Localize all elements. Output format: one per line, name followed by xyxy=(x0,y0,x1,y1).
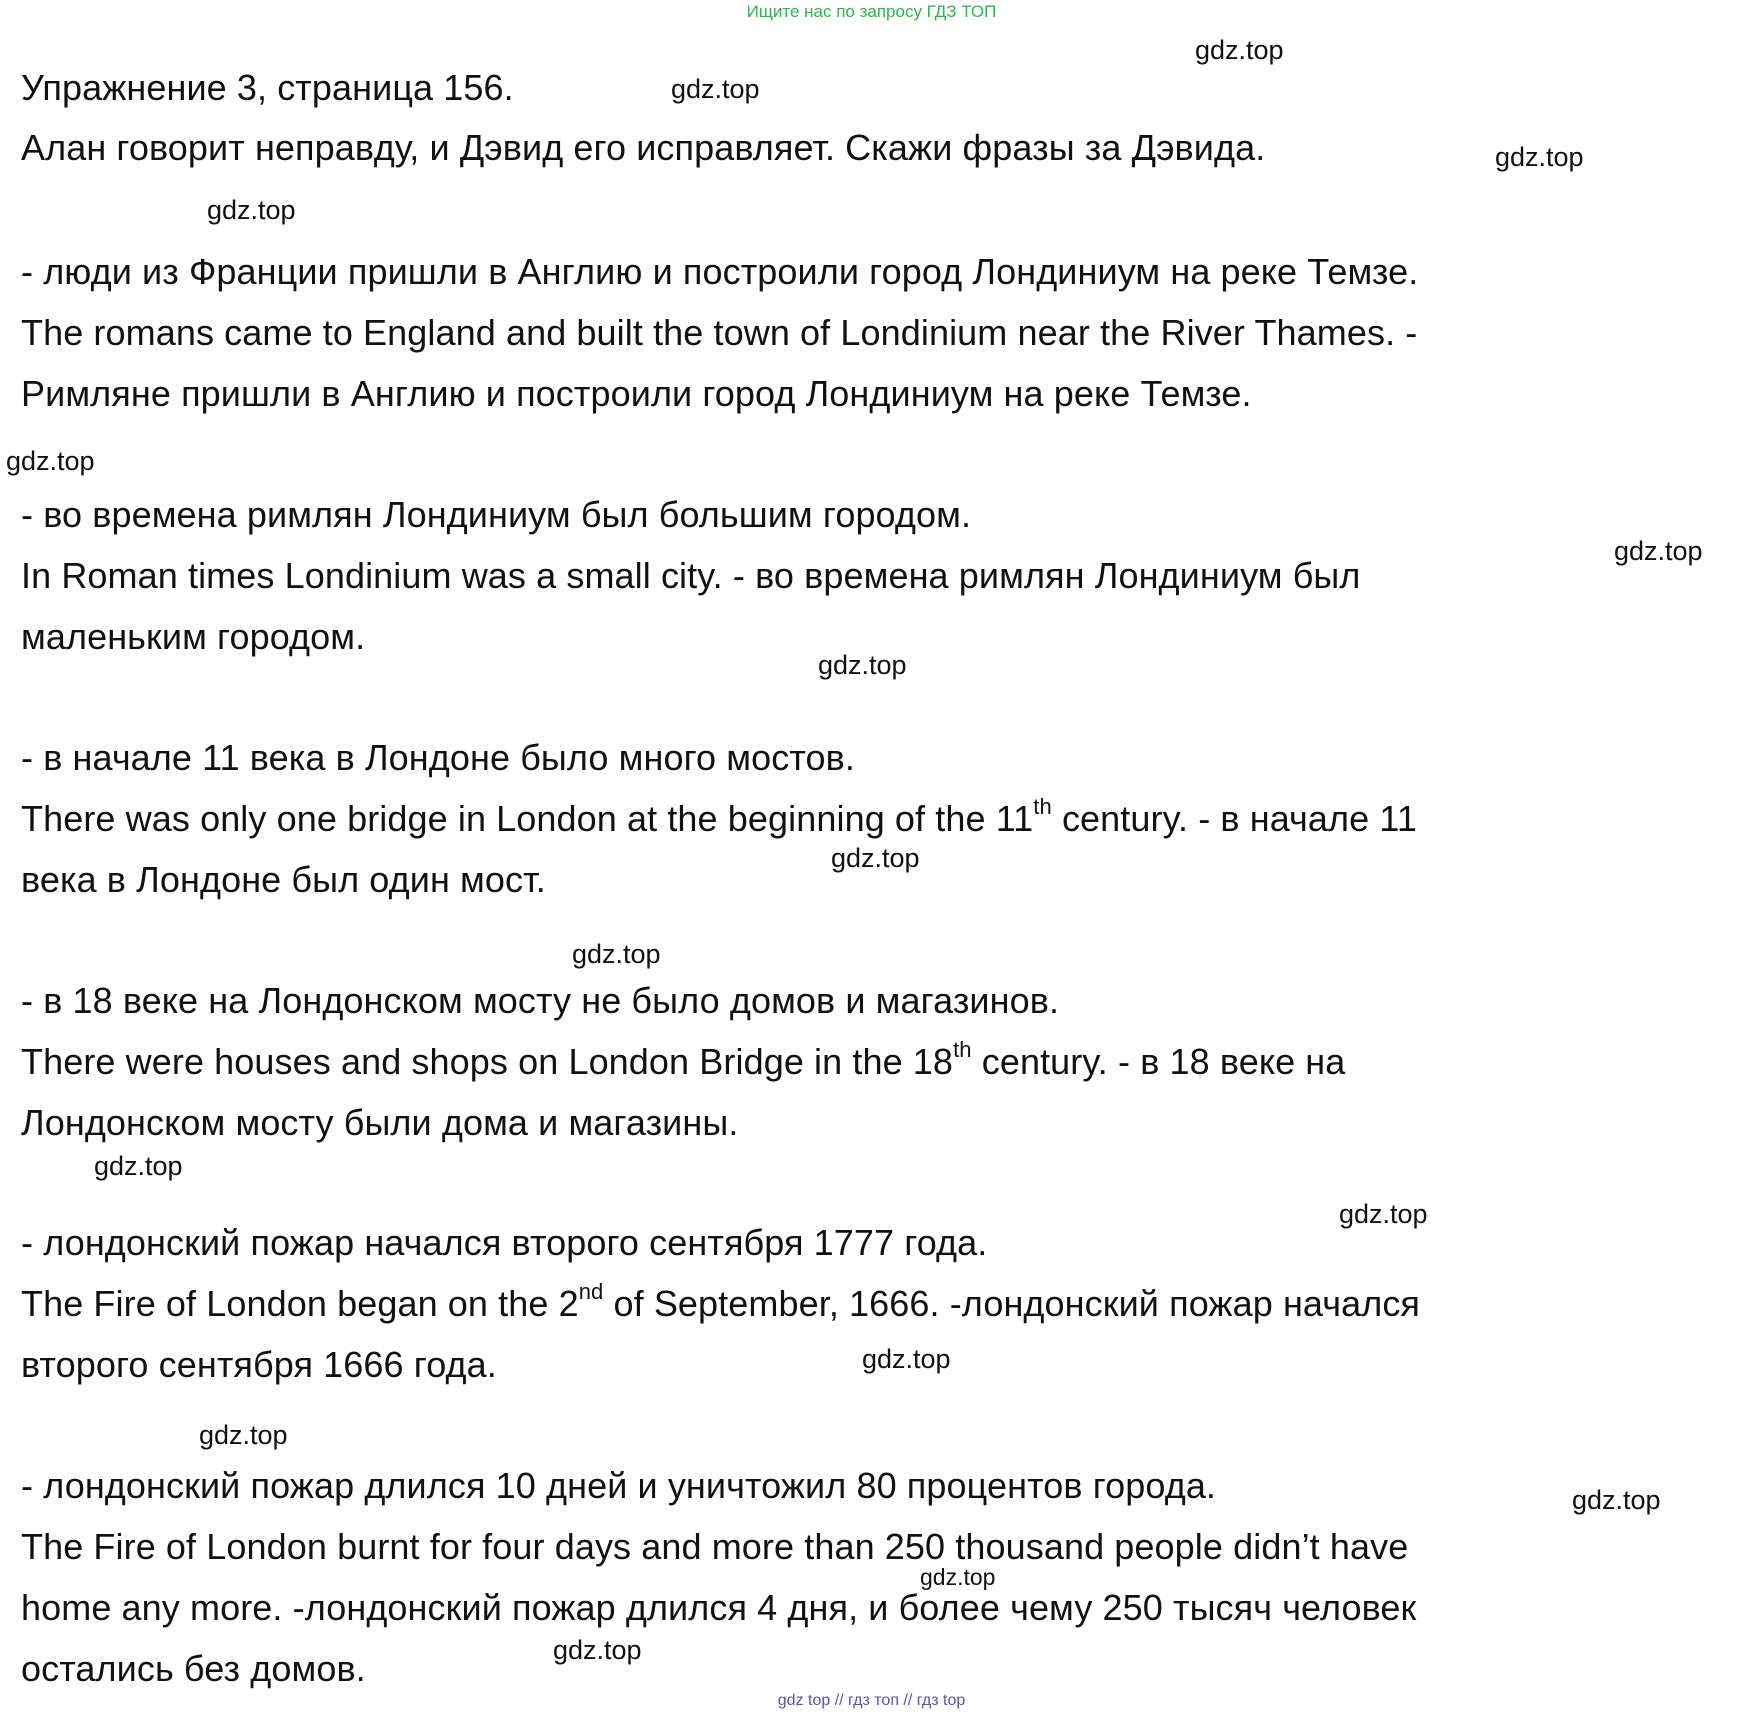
item-3-answer-line1 xyxy=(21,794,1417,840)
item-5-answer-text-a: The Fire of London began on the 2 xyxy=(21,1283,579,1324)
watermark: gdz.top xyxy=(6,446,95,476)
watermark: gdz.top xyxy=(818,650,907,680)
item-1-prompt: - люди из Франции пришли в Англию и построили город Лондиниум на реке Темзе. xyxy=(21,251,1419,292)
item-5-answer-line2: второго сентября 1666 года. xyxy=(21,1344,497,1385)
exercise-instruction: Алан говорит неправду, и Дэвид его исправляет. Скажи фразы за Дэвида. xyxy=(21,127,1266,168)
item-2-answer-line1: In Roman times Londinium was a small city. - во времена римлян Лондиниум был xyxy=(21,555,1361,596)
item-4-answer-line2: Лондонском мосту были дома и магазины. xyxy=(21,1102,739,1143)
item-3-answer-superscript: th xyxy=(1033,794,1052,819)
top-banner: Ищите нас по запросу ГДЗ ТОП xyxy=(746,2,997,21)
exercise-title: Упражнение 3, страница 156. xyxy=(21,67,514,108)
item-3-prompt: - в начале 11 века в Лондоне было много мостов. xyxy=(21,737,855,778)
item-1-answer-line2: Римляне пришли в Англию и построили город Лондиниум на реке Темзе. xyxy=(21,373,1252,414)
item-3-answer-text-a: There was only one bridge in London at the beginning of the 11 xyxy=(21,798,1034,839)
watermark: gdz.top xyxy=(862,1344,951,1374)
item-6-answer-line2: home any more. -лондонский пожар длился 4 дня, и более чему 250 тысяч человек xyxy=(21,1587,1417,1628)
watermark: gdz.top xyxy=(1572,1485,1661,1515)
item-2-answer-line2: маленьким городом. xyxy=(21,616,366,657)
watermark: gdz.top xyxy=(920,1564,996,1590)
item-1-answer-line1: The romans came to England and built the town of Londinium near the River Thames. - xyxy=(21,312,1418,353)
watermark: gdz.top xyxy=(553,1635,642,1665)
item-5-prompt: - лондонский пожар начался второго сентября 1777 года. xyxy=(21,1222,988,1263)
item-5-answer-line1 xyxy=(21,1279,1421,1325)
watermark: gdz.top xyxy=(1614,536,1703,566)
item-4-answer-line1 xyxy=(21,1037,1346,1083)
watermark: gdz.top xyxy=(671,74,760,104)
watermark: gdz.top xyxy=(199,1420,288,1450)
item-3-answer-text-b: century. - в начале 11 xyxy=(1051,798,1417,839)
watermark: gdz.top xyxy=(831,843,920,873)
bottom-banner: gdz top // гдз топ // гдз top xyxy=(777,1692,966,1709)
item-5-answer-superscript: nd xyxy=(578,1279,604,1304)
item-3-answer-line2: века в Лондоне был один мост. xyxy=(21,859,546,900)
item-6-prompt: - лондонский пожар длился 10 дней и уничтожил 80 процентов города. xyxy=(21,1465,1217,1506)
watermark: gdz.top xyxy=(94,1151,183,1181)
watermark: gdz.top xyxy=(1495,142,1584,172)
watermark: gdz.top xyxy=(572,939,661,969)
watermark: gdz.top xyxy=(1339,1199,1428,1229)
item-4-answer-superscript: th xyxy=(953,1037,972,1062)
item-6-answer-line1: The Fire of London burnt for four days and more than 250 thousand people didn’t have xyxy=(21,1526,1409,1567)
item-4-answer-text-b: century. - в 18 веке на xyxy=(971,1041,1346,1082)
item-4-answer-text-a: There were houses and shops on London Bridge in the 18 xyxy=(21,1041,954,1082)
item-4-prompt: - в 18 веке на Лондонском мосту не было домов и магазинов. xyxy=(21,980,1060,1021)
watermark: gdz.top xyxy=(1195,35,1284,65)
item-6-answer-line3: остались без домов. xyxy=(21,1648,366,1689)
item-5-answer-text-b: of September, 1666. -лондонский пожар начался xyxy=(603,1283,1421,1324)
watermark: gdz.top xyxy=(207,195,296,225)
item-2-prompt: - во времена римлян Лондиниум был большим городом. xyxy=(21,494,972,535)
